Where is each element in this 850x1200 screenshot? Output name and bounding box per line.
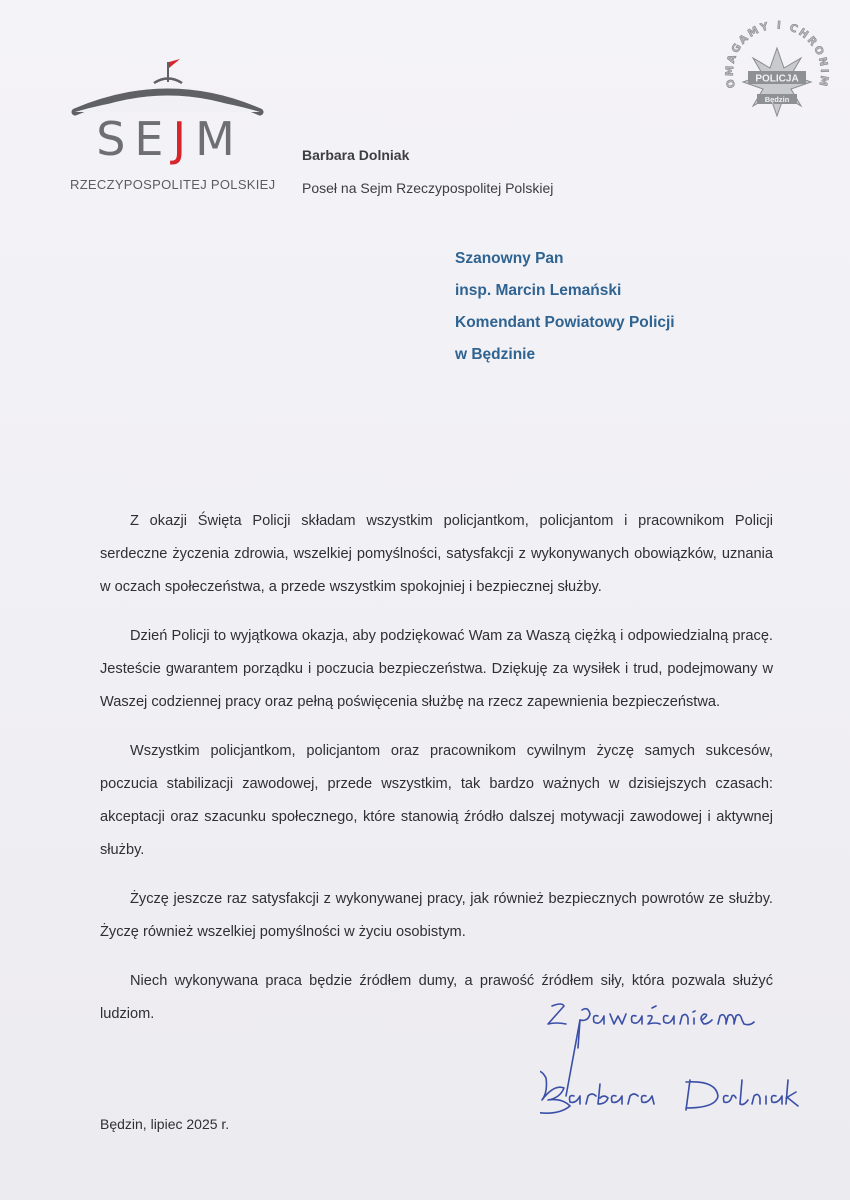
signature-image xyxy=(540,1000,810,1130)
sejm-logo xyxy=(70,50,276,200)
badge-city: Będzin xyxy=(764,95,790,104)
recipient-salutation: Szanowny Pan xyxy=(455,250,564,267)
letter-body xyxy=(100,505,773,1047)
body-paragraph-2: Dzień Policji to wyjątkowa okazja, aby podziękować Wam za Waszą ciężką i odpowiedzialną pracę. Jesteście gwarantem porządku i poczucia bezpieczeństwa. Dziękuję za wysiłek i trud, podejmowany w Waszej codziennej pracy oraz pełną poświęcenia służbę na rzecz zapewnienia bezpieczeństwa. xyxy=(100,628,773,710)
logo-letter-e: E xyxy=(134,112,173,166)
police-badge xyxy=(712,16,842,132)
sejm-dome-icon xyxy=(70,50,270,120)
badge-label: POLICJA xyxy=(755,73,799,85)
recipient-block xyxy=(455,249,675,377)
logo-letter-m: M xyxy=(195,112,244,166)
recipient-position: Komendant Powiatowy Policji xyxy=(455,314,675,331)
body-paragraph-4: Życzę jeszcze raz satysfakcji z wykonywanej pracy, jak również bezpiecznych powrotów ze służby. Życzę również wszelkiej pomyślności w życiu osobistym. xyxy=(100,891,773,940)
place-date: Będzin, lipiec 2025 r. xyxy=(100,1116,230,1132)
recipient-location: w Będzinie xyxy=(455,346,536,363)
badge-motto: OMAGAMY I CHRONIM xyxy=(723,19,831,90)
logo-letter-s: S xyxy=(96,112,135,166)
sender-name: Barbara Dolniak xyxy=(302,147,410,163)
police-star-icon xyxy=(712,16,842,132)
body-paragraph-3: Wszystkim policjantkom, policjantom oraz pracownikom cywilnym życzę samych sukcesów, poczucia stabilizacji zawodowej, przede wszystkim, tak bardzo ważnych w dzisiejszych czasach: akceptacji oraz szacunku społecznego, które stanowią źródło dalszej motywacji zawodowej i aktywnej służby. xyxy=(100,743,773,858)
logo-letter-j: J xyxy=(172,112,196,166)
sejm-wordmark xyxy=(80,112,260,166)
recipient-name: insp. Marcin Lemański xyxy=(455,282,622,299)
body-paragraph-1: Z okazji Święta Policji składam wszystkim policjantkom, policjantom i pracownikom Policji serdeczne życzenia zdrowia, wszelkiej pomyślności, satysfakcji z wykonywanych obowiązków, uznania w oczach społeczeństwa, a przede wszystkim spokojniej i bezpiecznej służby. xyxy=(100,513,773,595)
logo-subtitle: RZECZYPOSPOLITEJ POLSKIEJ xyxy=(70,177,276,192)
sender-title: Poseł na Sejm Rzeczypospolitej Polskiej xyxy=(302,180,554,196)
body-paragraph-5: Niech wykonywana praca będzie źródłem dumy, a prawość źródłem siły, która pozwala służyć ludziom. xyxy=(100,973,773,1022)
handwritten-closing xyxy=(540,1000,810,1130)
